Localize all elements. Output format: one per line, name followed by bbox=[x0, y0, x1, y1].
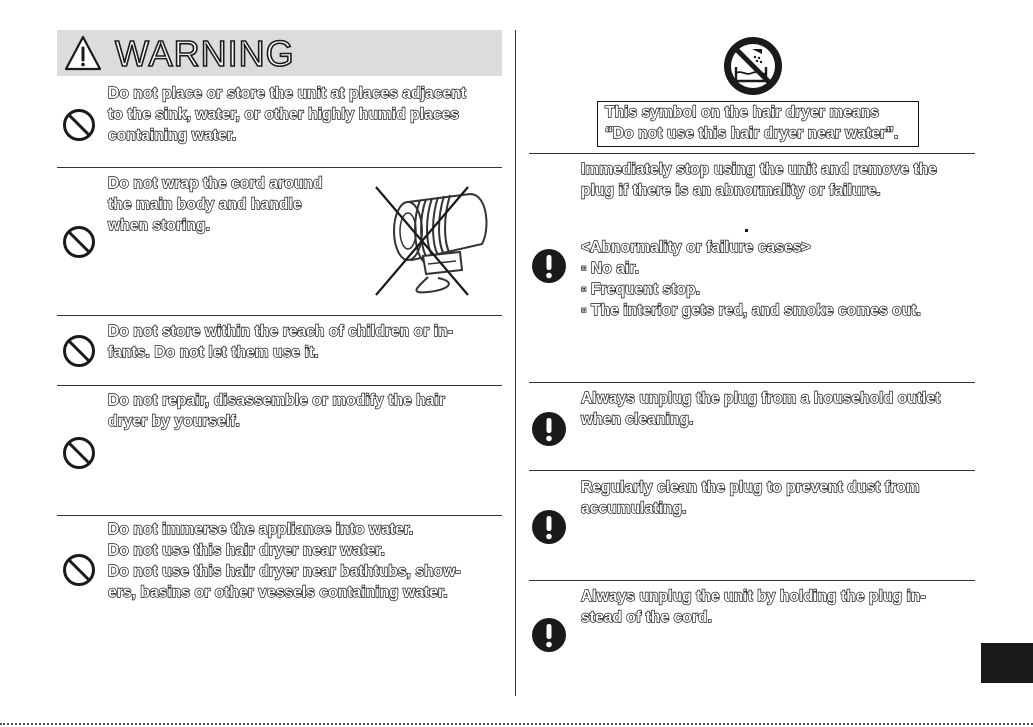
exclamation-icon bbox=[531, 411, 567, 447]
warning-banner bbox=[57, 30, 502, 76]
failure-cases bbox=[581, 237, 921, 321]
warning-title: WARNING bbox=[115, 33, 295, 74]
cases-title: <Abnormality or failure cases> bbox=[581, 239, 811, 256]
text-line: Regularly clean the plug to prevent dust from bbox=[581, 479, 920, 496]
page-edge-tab bbox=[981, 643, 1033, 683]
divider bbox=[57, 315, 502, 316]
prohibition-icon bbox=[62, 553, 96, 587]
text-line: ers, basins or other vessels containing water. bbox=[108, 584, 448, 601]
text-line: containing water. bbox=[108, 127, 237, 144]
text-line: This symbol on the hair dryer means bbox=[605, 104, 879, 121]
no-water-icon bbox=[722, 35, 784, 97]
dot-mark bbox=[745, 229, 748, 232]
text-line: Do not repair, disassemble or modify the hair bbox=[108, 392, 445, 409]
right-item-1-text bbox=[581, 159, 937, 201]
text-line: when cleaning. bbox=[581, 411, 694, 428]
left-item-3-text bbox=[108, 321, 453, 363]
left-item-4-text bbox=[108, 390, 445, 432]
text-line: Do not store within the reach of children or in- bbox=[108, 323, 453, 340]
exclamation-icon bbox=[531, 617, 567, 653]
divider bbox=[529, 470, 975, 471]
divider bbox=[57, 515, 502, 516]
left-item-2-text bbox=[108, 173, 323, 236]
text-line: the main body and handle bbox=[108, 196, 302, 213]
text-line: Do not immerse the appliance into water. bbox=[108, 521, 414, 538]
text-line: Immediately stop using the unit and remove the bbox=[581, 161, 937, 178]
right-item-3-text bbox=[581, 477, 920, 519]
case-item: ▫ No air. bbox=[581, 260, 640, 277]
text-line: Do not place or store the unit at places adjacent bbox=[108, 85, 467, 102]
exclamation-icon bbox=[531, 248, 567, 284]
symbol-note-text bbox=[605, 102, 898, 144]
text-line: when storing. bbox=[108, 217, 211, 234]
divider bbox=[529, 153, 975, 154]
column-divider bbox=[515, 30, 516, 696]
divider bbox=[57, 167, 502, 168]
text-line: Always unplug the plug from a household outlet bbox=[581, 390, 941, 407]
divider bbox=[529, 580, 975, 581]
text-line: fants. Do not let them use it. bbox=[108, 344, 319, 361]
text-line: Always unplug the unit by holding the plug in- bbox=[581, 588, 926, 605]
divider bbox=[529, 382, 975, 383]
text-line: Do not use this hair dryer near bathtubs, show- bbox=[108, 563, 461, 580]
right-item-2-text bbox=[581, 388, 940, 430]
symbol-note-box bbox=[597, 101, 919, 147]
prohibition-icon bbox=[62, 436, 96, 470]
text-line: dryer by yourself. bbox=[108, 413, 240, 430]
left-item-5-text bbox=[108, 519, 461, 603]
warning-triangle-icon bbox=[63, 34, 103, 72]
crossed-out-hair-dryer-illustration bbox=[368, 182, 493, 300]
text-line: stead of the cord. bbox=[581, 609, 712, 626]
text-line: plug if there is an abnormality or failure. bbox=[581, 182, 881, 199]
bottom-dotted-edge bbox=[0, 723, 1033, 725]
exclamation-icon bbox=[531, 509, 567, 545]
text-line: Do not use this hair dryer near water. bbox=[108, 542, 385, 559]
text-line: Do not wrap the cord around bbox=[108, 175, 323, 192]
text-line: to the sink, water, or other highly humid places bbox=[108, 106, 460, 123]
text-line: accumulating. bbox=[581, 500, 687, 517]
case-item: ▫ The interior gets red, and smoke comes out. bbox=[581, 302, 921, 319]
text-line: “Do not use this hair dryer near water”. bbox=[605, 125, 899, 142]
case-item: ▫ Frequent stop. bbox=[581, 281, 701, 298]
prohibition-icon bbox=[62, 334, 96, 368]
prohibition-icon bbox=[62, 108, 96, 142]
prohibition-icon bbox=[62, 225, 96, 259]
right-item-4-text bbox=[581, 586, 926, 628]
divider bbox=[57, 385, 502, 386]
left-item-1-text bbox=[108, 83, 466, 146]
